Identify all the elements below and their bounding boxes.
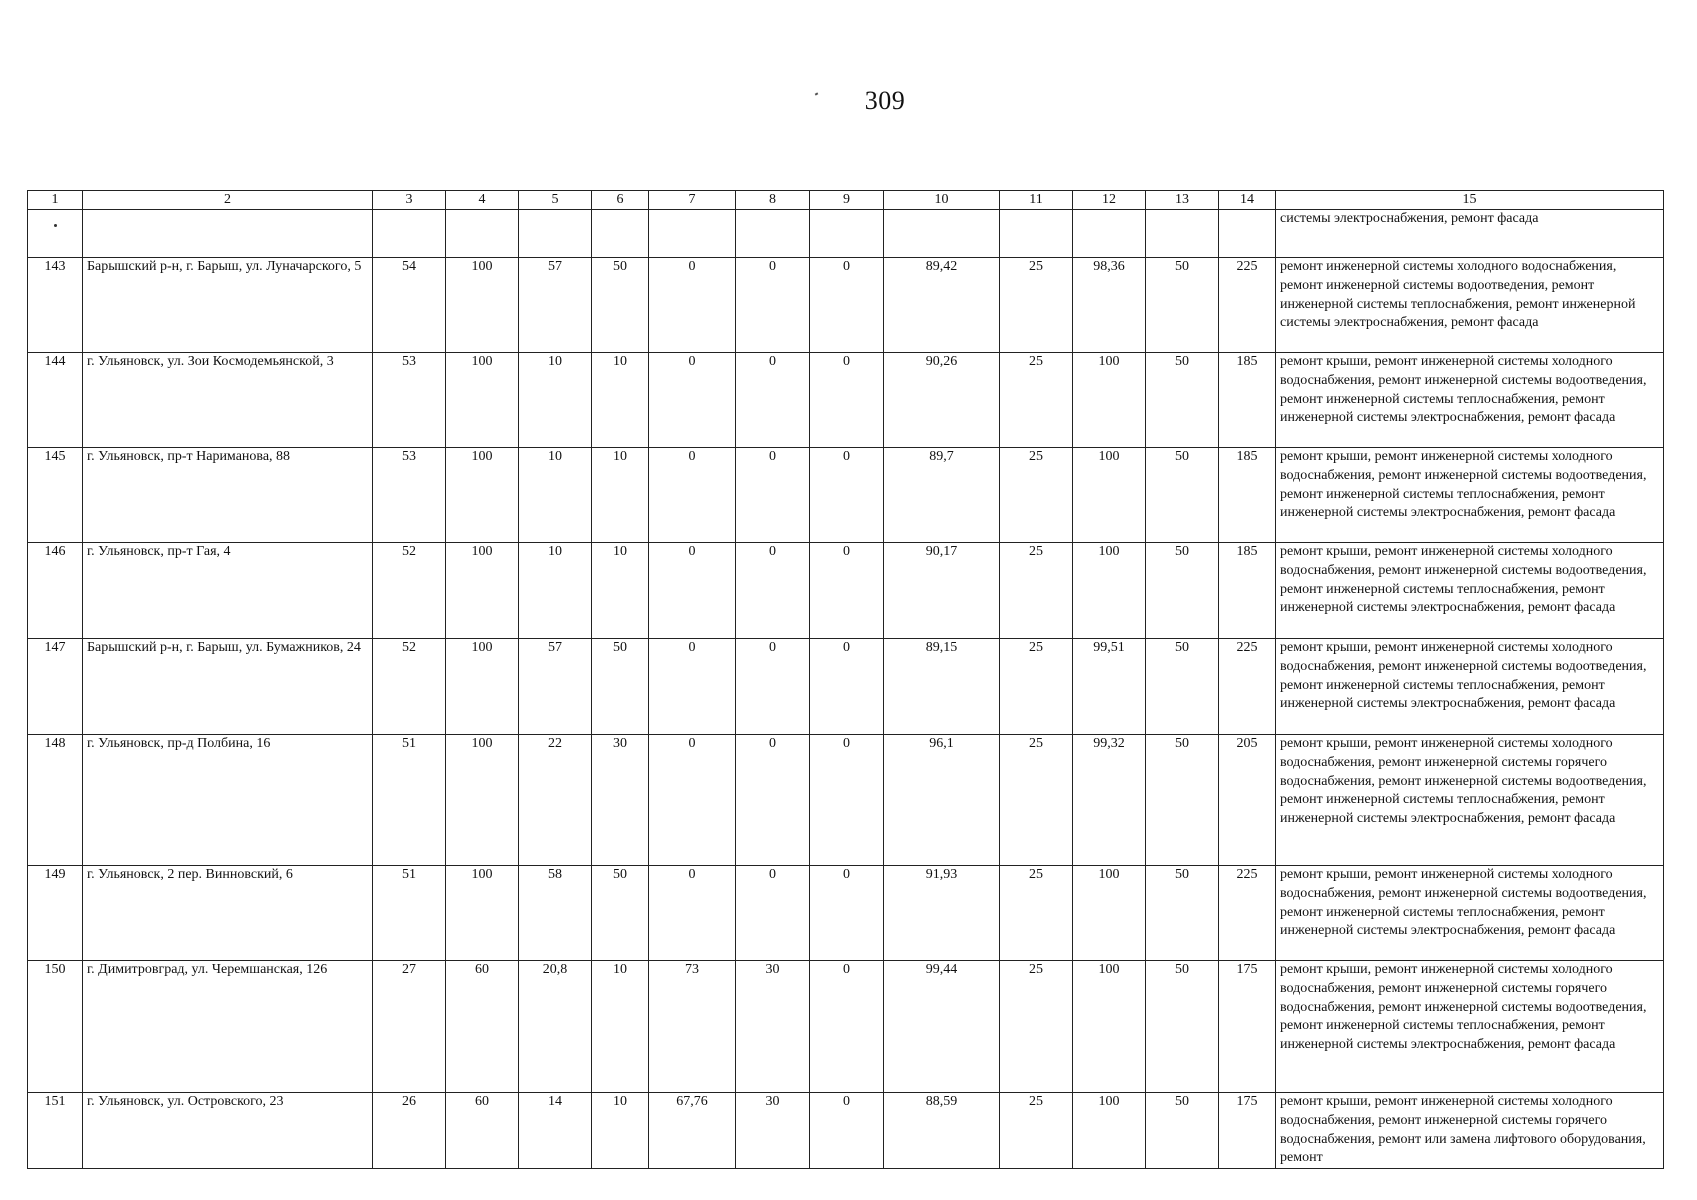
value-cell: 90,26 [884, 353, 1000, 448]
value-cell: 10 [519, 353, 592, 448]
value-cell: 0 [736, 866, 810, 961]
value-cell: 22 [519, 735, 592, 866]
value-cell: 175 [1219, 1093, 1276, 1169]
value-cell: 53 [373, 353, 446, 448]
value-cell: 27 [373, 961, 446, 1093]
value-cell: 52 [373, 639, 446, 735]
value-cell: 89,15 [884, 639, 1000, 735]
table-cell [592, 210, 649, 258]
table-cell [1073, 210, 1146, 258]
works-cell: ремонт крыши, ремонт инженерной системы холодного водоснабжения, ремонт инженерной системы водоотведения, ремонт инженерной системы теплоснабжения, ремонт инженерной системы электроснабжения, ремонт фасада [1276, 639, 1664, 735]
value-cell: 0 [649, 639, 736, 735]
value-cell: 100 [446, 866, 519, 961]
value-cell: 185 [1219, 448, 1276, 543]
value-cell: 60 [446, 961, 519, 1093]
value-cell: 100 [446, 543, 519, 639]
value-cell: 50 [1146, 543, 1219, 639]
value-cell: 225 [1219, 258, 1276, 353]
row-number-cell: 149 [28, 866, 83, 961]
row-number-cell: 145 [28, 448, 83, 543]
value-cell: 98,36 [1073, 258, 1146, 353]
address-cell: г. Ульяновск, 2 пер. Винновский, 6 [83, 866, 373, 961]
value-cell: 51 [373, 866, 446, 961]
value-cell: 100 [1073, 1093, 1146, 1169]
value-cell: 52 [373, 543, 446, 639]
value-cell: 175 [1219, 961, 1276, 1093]
row-number-cell: 144 [28, 353, 83, 448]
value-cell: 0 [810, 1093, 884, 1169]
value-cell: 51 [373, 735, 446, 866]
value-cell: 54 [373, 258, 446, 353]
col-header: 11 [1000, 191, 1073, 210]
col-header: 1 [28, 191, 83, 210]
table-row [28, 543, 1664, 639]
works-cell: ремонт крыши, ремонт инженерной системы холодного водоснабжения, ремонт инженерной системы водоотведения, ремонт инженерной системы теплоснабжения, ремонт инженерной системы электроснабжения, ремонт фасада [1276, 448, 1664, 543]
value-cell: 0 [649, 258, 736, 353]
value-cell: 0 [736, 448, 810, 543]
value-cell: 0 [810, 543, 884, 639]
col-header: 13 [1146, 191, 1219, 210]
value-cell: 0 [649, 543, 736, 639]
value-cell: 53 [373, 448, 446, 543]
value-cell: 25 [1000, 866, 1073, 961]
value-cell: 90,17 [884, 543, 1000, 639]
value-cell: 185 [1219, 543, 1276, 639]
address-cell: г. Ульяновск, пр-т Гая, 4 [83, 543, 373, 639]
value-cell: 67,76 [649, 1093, 736, 1169]
value-cell: 50 [1146, 448, 1219, 543]
value-cell: 0 [736, 258, 810, 353]
value-cell: 0 [810, 866, 884, 961]
row-number-cell: 146 [28, 543, 83, 639]
table-row [28, 448, 1664, 543]
col-header: 5 [519, 191, 592, 210]
works-cell: ремонт крыши, ремонт инженерной системы холодного водоснабжения, ремонт инженерной системы водоотведения, ремонт инженерной системы теплоснабжения, ремонт инженерной системы электроснабжения, ремонт фасада [1276, 353, 1664, 448]
value-cell: 99,44 [884, 961, 1000, 1093]
address-cell: г. Ульяновск, пр-д Полбина, 16 [83, 735, 373, 866]
value-cell: 25 [1000, 961, 1073, 1093]
col-header: 15 [1276, 191, 1664, 210]
table-cell [1219, 210, 1276, 258]
value-cell: 26 [373, 1093, 446, 1169]
value-cell: 0 [810, 639, 884, 735]
col-header: 7 [649, 191, 736, 210]
value-cell: 50 [1146, 735, 1219, 866]
value-cell: 50 [592, 639, 649, 735]
value-cell: 25 [1000, 543, 1073, 639]
value-cell: 57 [519, 258, 592, 353]
value-cell: 100 [446, 639, 519, 735]
address-cell: г. Ульяновск, ул. Островского, 23 [83, 1093, 373, 1169]
value-cell: 100 [1073, 961, 1146, 1093]
value-cell: 25 [1000, 639, 1073, 735]
value-cell: 30 [592, 735, 649, 866]
value-cell: 58 [519, 866, 592, 961]
value-cell: 25 [1000, 1093, 1073, 1169]
value-cell: 50 [592, 866, 649, 961]
row-number-cell: 148 [28, 735, 83, 866]
value-cell: 10 [592, 448, 649, 543]
value-cell: 0 [810, 448, 884, 543]
works-cell: ремонт крыши, ремонт инженерной системы холодного водоснабжения, ремонт инженерной системы горячего водоснабжения, ремонт инженерной системы водоотведения, ремонт инженерной системы теплоснабжения, ремонт инженерной системы электроснабжения, ремонт фасада [1276, 961, 1664, 1093]
address-cell: г. Ульяновск, ул. Зои Космодемьянской, 3 [83, 353, 373, 448]
scan-dot [54, 224, 57, 227]
table-row [28, 639, 1664, 735]
value-cell: 225 [1219, 639, 1276, 735]
value-cell: 100 [446, 735, 519, 866]
table-row [28, 866, 1664, 961]
table-row [28, 353, 1664, 448]
value-cell: 91,93 [884, 866, 1000, 961]
col-header: 3 [373, 191, 446, 210]
table-cell [810, 210, 884, 258]
col-header: 10 [884, 191, 1000, 210]
col-header: 14 [1219, 191, 1276, 210]
value-cell: 10 [592, 1093, 649, 1169]
value-cell: 100 [1073, 353, 1146, 448]
value-cell: 0 [649, 448, 736, 543]
value-cell: 0 [810, 961, 884, 1093]
row-number-cell: 143 [28, 258, 83, 353]
value-cell: 14 [519, 1093, 592, 1169]
value-cell: 185 [1219, 353, 1276, 448]
table-cell [28, 210, 83, 258]
table-row [28, 735, 1664, 866]
col-header: 6 [592, 191, 649, 210]
col-header: 8 [736, 191, 810, 210]
value-cell: 20,8 [519, 961, 592, 1093]
table-row [28, 258, 1664, 353]
row-number-cell: 151 [28, 1093, 83, 1169]
value-cell: 25 [1000, 353, 1073, 448]
value-cell: 88,59 [884, 1093, 1000, 1169]
table-cell [1146, 210, 1219, 258]
table-row [28, 961, 1664, 1093]
value-cell: 10 [592, 961, 649, 1093]
value-cell: 0 [649, 866, 736, 961]
value-cell: 25 [1000, 735, 1073, 866]
page-number: 309 [864, 86, 906, 115]
value-cell: 0 [736, 639, 810, 735]
value-cell: 0 [649, 353, 736, 448]
table-cell [519, 210, 592, 258]
table-cell [736, 210, 810, 258]
address-cell: г. Димитровград, ул. Черемшанская, 126 [83, 961, 373, 1093]
value-cell: 96,1 [884, 735, 1000, 866]
works-cell: ремонт инженерной системы холодного водоснабжения, ремонт инженерной системы водоотведения, ремонт инженерной системы теплоснабжения, ремонт инженерной системы электроснабжения, ремонт фасада [1276, 258, 1664, 353]
value-cell: 100 [1073, 448, 1146, 543]
value-cell: 50 [1146, 866, 1219, 961]
works-cell: ремонт крыши, ремонт инженерной системы холодного водоснабжения, ремонт инженерной системы горячего водоснабжения, ремонт инженерной системы водоотведения, ремонт инженерной системы теплоснабжения, ремонт инженерной системы электроснабжения, ремонт фасада [1276, 735, 1664, 866]
value-cell: 60 [446, 1093, 519, 1169]
value-cell: 50 [1146, 258, 1219, 353]
value-cell: 50 [592, 258, 649, 353]
value-cell: 50 [1146, 639, 1219, 735]
works-cell: ремонт крыши, ремонт инженерной системы холодного водоснабжения, ремонт инженерной системы водоотведения, ремонт инженерной системы теплоснабжения, ремонт инженерной системы электроснабжения, ремонт фасада [1276, 866, 1664, 961]
value-cell: 50 [1146, 353, 1219, 448]
value-cell: 100 [446, 353, 519, 448]
address-cell: Барышский р-н, г. Барыш, ул. Луначарского, 5 [83, 258, 373, 353]
row-number-cell: 150 [28, 961, 83, 1093]
value-cell: 50 [1146, 961, 1219, 1093]
table-cell [83, 210, 373, 258]
value-cell: 99,32 [1073, 735, 1146, 866]
value-cell: 25 [1000, 448, 1073, 543]
table-cell [1000, 210, 1073, 258]
address-cell: г. Ульяновск, пр-т Нариманова, 88 [83, 448, 373, 543]
value-cell: 205 [1219, 735, 1276, 866]
address-cell: Барышский р-н, г. Барыш, ул. Бумажников, 24 [83, 639, 373, 735]
value-cell: 10 [592, 543, 649, 639]
table-cell [884, 210, 1000, 258]
value-cell: 30 [736, 961, 810, 1093]
value-cell: 89,42 [884, 258, 1000, 353]
value-cell: 50 [1146, 1093, 1219, 1169]
table-cell [373, 210, 446, 258]
value-cell: 99,51 [1073, 639, 1146, 735]
value-cell: 0 [736, 735, 810, 866]
value-cell: 0 [649, 735, 736, 866]
works-cell: системы электроснабжения, ремонт фасада [1276, 210, 1664, 258]
value-cell: 57 [519, 639, 592, 735]
table-row [28, 1093, 1664, 1169]
col-header: 2 [83, 191, 373, 210]
row-number-cell: 147 [28, 639, 83, 735]
continuation-row [28, 210, 1664, 258]
value-cell: 0 [810, 735, 884, 866]
works-cell: ремонт крыши, ремонт инженерной системы холодного водоснабжения, ремонт инженерной системы горячего водоснабжения, ремонт или замена лифтового оборудования, ремонт [1276, 1093, 1664, 1169]
value-cell: 225 [1219, 866, 1276, 961]
value-cell: 0 [736, 353, 810, 448]
data-table [27, 190, 1664, 1169]
value-cell: 0 [736, 543, 810, 639]
value-cell: 100 [446, 448, 519, 543]
value-cell: 100 [1073, 866, 1146, 961]
value-cell: 10 [519, 543, 592, 639]
value-cell: 100 [446, 258, 519, 353]
table-cell [446, 210, 519, 258]
header-row [28, 191, 1664, 210]
value-cell: 25 [1000, 258, 1073, 353]
value-cell: 10 [519, 448, 592, 543]
col-header: 9 [810, 191, 884, 210]
value-cell: 0 [810, 353, 884, 448]
value-cell: 100 [1073, 543, 1146, 639]
value-cell: 10 [592, 353, 649, 448]
value-cell: 89,7 [884, 448, 1000, 543]
value-cell: 73 [649, 961, 736, 1093]
works-cell: ремонт крыши, ремонт инженерной системы холодного водоснабжения, ремонт инженерной системы водоотведения, ремонт инженерной системы теплоснабжения, ремонт инженерной системы электроснабжения, ремонт фасада [1276, 543, 1664, 639]
col-header: 4 [446, 191, 519, 210]
col-header: 12 [1073, 191, 1146, 210]
value-cell: 30 [736, 1093, 810, 1169]
table-cell [649, 210, 736, 258]
value-cell: 0 [810, 258, 884, 353]
